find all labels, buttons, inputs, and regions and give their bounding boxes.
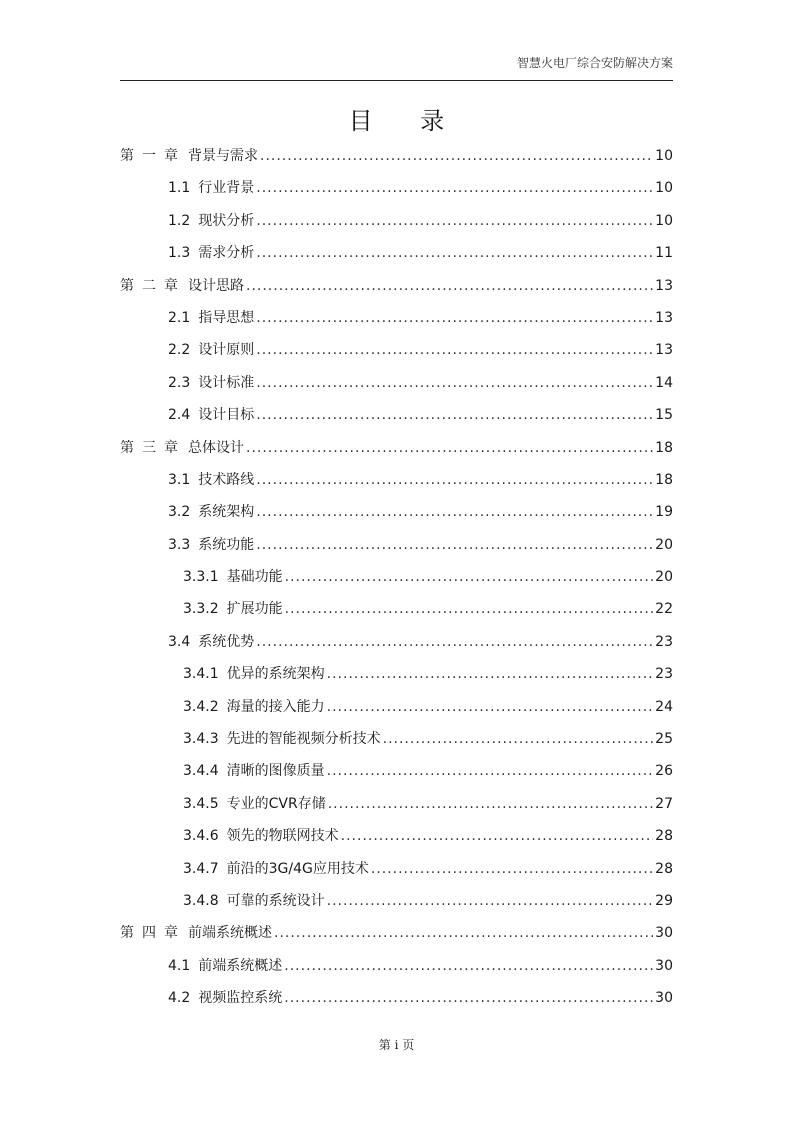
toc-entry-number: 3.3	[168, 536, 191, 553]
toc-entry[interactable]	[120, 367, 673, 399]
toc-entry[interactable]	[120, 691, 673, 723]
toc-entry-number: 第三章	[120, 439, 186, 456]
toc-entry[interactable]	[120, 399, 673, 431]
toc-entry-number: 3.3.1	[183, 569, 219, 586]
toc-entry[interactable]	[120, 205, 673, 237]
toc-entry-title: 设计原则	[198, 342, 255, 359]
dot-leader	[284, 982, 653, 1014]
toc-entry-number: 3.2	[168, 504, 191, 521]
toc-entry-title: 现状分析	[198, 212, 255, 229]
toc-entry-number: 第二章	[120, 277, 186, 294]
toc-entry-page: 19	[655, 504, 673, 521]
toc-entry-page: 13	[655, 277, 673, 294]
toc-entry-number: 3.3.2	[183, 601, 219, 618]
toc-entry-title: 设计标准	[198, 374, 255, 391]
toc-entry-page: 27	[655, 795, 673, 812]
toc-entry[interactable]	[120, 561, 673, 593]
toc-entry-number: 3.1	[168, 471, 191, 488]
toc-entry-number: 3.4.8	[183, 892, 219, 909]
toc-chapter-entry[interactable]	[120, 432, 673, 464]
toc-entry-number: 1.2	[168, 212, 191, 229]
toc-entry-title: 指导思想	[198, 309, 255, 326]
toc-entry-number: 2.3	[168, 374, 191, 391]
dot-leader	[256, 302, 653, 334]
toc-entry-page: 30	[655, 925, 673, 942]
toc-entry-page: 25	[655, 731, 673, 748]
toc-entry-number: 3.4.1	[183, 666, 219, 683]
toc-entry-title: 需求分析	[198, 245, 255, 262]
toc-entry-number: 3.4.7	[183, 860, 219, 877]
dot-leader	[327, 885, 654, 917]
toc-entry[interactable]	[120, 982, 673, 1014]
toc-entry-page: 14	[655, 374, 673, 391]
toc-entry-title: 系统功能	[198, 536, 255, 553]
header-rule	[120, 80, 673, 81]
toc-entry-page: 22	[655, 601, 673, 618]
toc-entry-title: 行业背景	[198, 180, 255, 197]
toc-entry-title: 系统架构	[198, 504, 255, 521]
dot-leader	[327, 691, 654, 723]
toc-entry[interactable]	[120, 172, 673, 204]
toc-entry-page: 10	[655, 180, 673, 197]
toc-entry-page: 18	[655, 471, 673, 488]
toc-entry[interactable]	[120, 950, 673, 982]
toc-entry-number: 1.1	[168, 180, 191, 197]
toc-entry-title: 背景与需求	[188, 148, 258, 164]
toc-entry[interactable]	[120, 334, 673, 366]
toc-entry-page: 18	[655, 439, 673, 456]
dot-leader	[256, 205, 653, 237]
toc-chapter-entry[interactable]	[120, 917, 673, 949]
toc-entry-page: 30	[655, 957, 673, 974]
dot-leader	[274, 917, 653, 949]
toc-entry[interactable]	[120, 853, 673, 885]
dot-leader	[256, 367, 653, 399]
dot-leader	[327, 755, 654, 787]
toc-entry[interactable]	[120, 593, 673, 625]
toc-entry-title: 海量的接入能力	[226, 698, 325, 715]
toc-entry-page: 30	[655, 990, 673, 1007]
dot-leader	[256, 237, 653, 269]
toc-entry-number: 2.2	[168, 342, 191, 359]
toc-entry-number: 3.4	[168, 633, 191, 650]
toc-entry-title: 专业的CVR存储	[226, 795, 326, 812]
toc-entry-page: 10	[655, 148, 673, 164]
dot-leader	[341, 820, 654, 852]
toc-entry-title: 设计思路	[188, 277, 244, 294]
toc-entry-title: 总体设计	[188, 439, 244, 456]
toc-entry-number: 第四章	[120, 925, 186, 942]
toc-entry-number: 3.4.2	[183, 698, 219, 715]
toc-entry-page: 10	[655, 212, 673, 229]
toc-entry[interactable]	[120, 658, 673, 690]
toc-entry[interactable]	[120, 302, 673, 334]
toc-entry-title: 前端系统概述	[188, 925, 272, 942]
toc-entry-title: 系统优势	[198, 633, 255, 650]
toc-entry-title: 视频监控系统	[198, 990, 283, 1007]
dot-leader	[285, 561, 654, 593]
toc-entry-title: 技术路线	[198, 471, 255, 488]
toc-entry-title: 优异的系统架构	[226, 666, 325, 683]
toc-entry-title: 设计目标	[198, 407, 255, 424]
toc-entry-number: 3.4.5	[183, 795, 219, 812]
toc-entry-page: 28	[655, 860, 673, 877]
dot-leader	[260, 140, 653, 172]
page-footer: 第 i 页	[378, 1038, 415, 1052]
table-of-contents	[120, 140, 673, 1015]
dot-leader	[285, 593, 654, 625]
toc-entry[interactable]	[120, 885, 673, 917]
toc-entry-number: 4.1	[168, 957, 191, 974]
toc-entry-number: 第一章	[120, 148, 186, 164]
toc-entry[interactable]	[120, 820, 673, 852]
dot-leader	[256, 496, 653, 528]
dot-leader	[256, 334, 653, 366]
toc-entry-page: 23	[655, 666, 673, 683]
toc-entry[interactable]	[120, 723, 673, 755]
toc-entry-page: 13	[655, 342, 673, 359]
toc-entry-number: 4.2	[168, 990, 191, 1007]
toc-entry[interactable]	[120, 237, 673, 269]
toc-entry-page: 15	[655, 407, 673, 424]
dot-leader	[246, 270, 653, 302]
toc-entry[interactable]	[120, 464, 673, 496]
toc-entry-page: 20	[655, 536, 673, 553]
toc-entry-title: 先进的智能视频分析技术	[226, 731, 381, 748]
toc-entry-title: 前沿的3G/4G应用技术	[226, 860, 369, 877]
dot-leader	[284, 950, 653, 982]
toc-entry[interactable]	[120, 788, 673, 820]
running-header: 智慧火电厂综合安防解决方案	[516, 56, 673, 70]
dot-leader	[256, 464, 653, 496]
dot-leader	[371, 853, 653, 885]
dot-leader	[256, 626, 653, 658]
toc-entry-title: 清晰的图像质量	[226, 763, 325, 780]
toc-entry-number: 3.4.6	[183, 828, 219, 845]
toc-entry-page: 28	[655, 828, 673, 845]
dot-leader	[256, 172, 653, 204]
toc-entry[interactable]	[120, 529, 673, 561]
toc-entry-title: 可靠的系统设计	[226, 892, 325, 909]
toc-entry-title: 前端系统概述	[198, 957, 283, 974]
toc-entry-number: 2.4	[168, 407, 191, 424]
dot-leader	[383, 723, 654, 755]
toc-entry[interactable]	[120, 626, 673, 658]
toc-entry-title: 基础功能	[226, 569, 283, 586]
dot-leader	[327, 658, 654, 690]
toc-entry[interactable]	[120, 496, 673, 528]
toc-entry-number: 3.4.3	[183, 731, 219, 748]
toc-entry-page: 20	[655, 569, 673, 586]
toc-entry-page: 23	[655, 633, 673, 650]
toc-entry-number: 1.3	[168, 245, 191, 262]
toc-entry-page: 11	[655, 245, 673, 262]
dot-leader	[256, 399, 653, 431]
toc-entry-page: 29	[655, 892, 673, 909]
toc-entry-page: 26	[655, 763, 673, 780]
toc-chapter-entry[interactable]	[120, 270, 673, 302]
toc-entry[interactable]	[120, 755, 673, 787]
dot-leader	[246, 432, 653, 464]
toc-entry-title: 扩展功能	[226, 601, 283, 618]
toc-entry-page: 24	[655, 698, 673, 715]
toc-entry-page: 13	[655, 309, 673, 326]
dot-leader	[328, 788, 653, 820]
toc-entry-title: 领先的物联网技术	[226, 828, 339, 845]
toc-title: 目 录	[348, 107, 465, 135]
toc-chapter-entry[interactable]	[120, 140, 673, 172]
toc-entry-number: 2.1	[168, 309, 191, 326]
dot-leader	[256, 529, 653, 561]
toc-entry-number: 3.4.4	[183, 763, 219, 780]
